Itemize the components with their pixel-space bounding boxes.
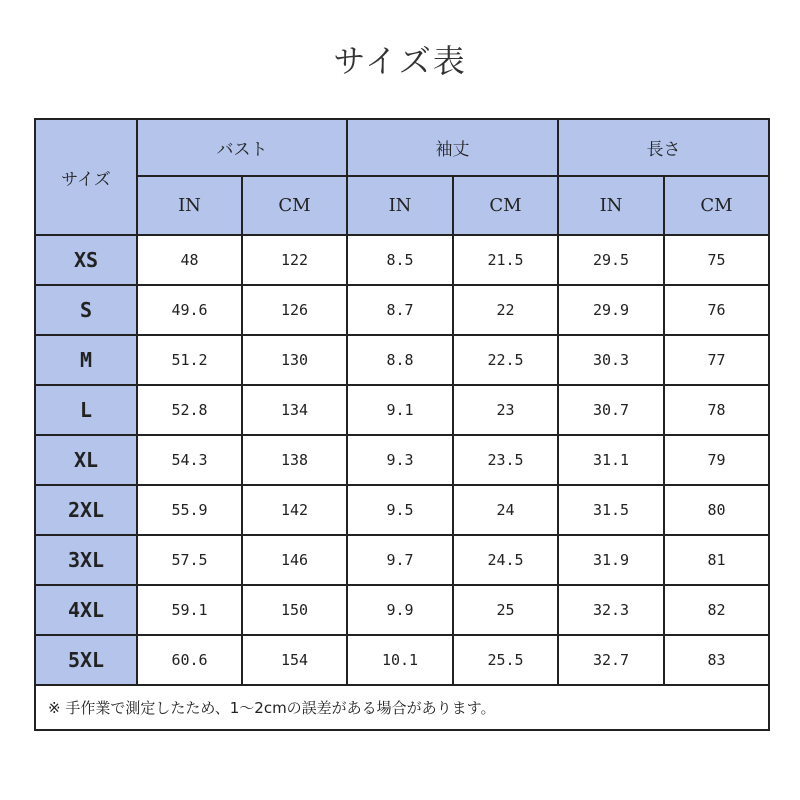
value-cell: 75 [664, 235, 769, 285]
value-cell: 24.5 [453, 535, 558, 585]
value-cell: 130 [242, 335, 347, 385]
value-cell: 134 [242, 385, 347, 435]
value-cell: 49.6 [137, 285, 242, 335]
value-cell: 55.9 [137, 485, 242, 535]
table-row [35, 635, 769, 685]
header-sleeve: 袖丈 [347, 119, 558, 176]
value-cell: 52.8 [137, 385, 242, 435]
table-row [35, 335, 769, 385]
size-table [34, 118, 770, 731]
value-cell: 8.8 [347, 335, 453, 385]
value-cell: 150 [242, 585, 347, 635]
table-row [35, 385, 769, 435]
value-cell: 122 [242, 235, 347, 285]
value-cell: 48 [137, 235, 242, 285]
value-cell: 21.5 [453, 235, 558, 285]
value-cell: 9.1 [347, 385, 453, 435]
unit-header: IN [558, 176, 664, 235]
value-cell: 25.5 [453, 635, 558, 685]
value-cell: 22.5 [453, 335, 558, 385]
value-cell: 9.9 [347, 585, 453, 635]
value-cell: 31.5 [558, 485, 664, 535]
value-cell: 78 [664, 385, 769, 435]
value-cell: 22 [453, 285, 558, 335]
value-cell: 24 [453, 485, 558, 535]
value-cell: 77 [664, 335, 769, 385]
size-cell: XS [35, 235, 137, 285]
value-cell: 10.1 [347, 635, 453, 685]
size-cell: S [35, 285, 137, 335]
value-cell: 8.5 [347, 235, 453, 285]
unit-header: IN [347, 176, 453, 235]
measurement-note: ※ 手作業で測定したため、1～2cmの誤差がある場合があります。 [35, 685, 769, 730]
value-cell: 126 [242, 285, 347, 335]
table-row [35, 535, 769, 585]
value-cell: 23.5 [453, 435, 558, 485]
table-row [35, 285, 769, 335]
value-cell: 59.1 [137, 585, 242, 635]
table-row [35, 435, 769, 485]
value-cell: 31.9 [558, 535, 664, 585]
table-row [35, 235, 769, 285]
header-length: 長さ [558, 119, 769, 176]
value-cell: 76 [664, 285, 769, 335]
value-cell: 29.5 [558, 235, 664, 285]
value-cell: 146 [242, 535, 347, 585]
value-cell: 138 [242, 435, 347, 485]
table-row [35, 585, 769, 635]
value-cell: 83 [664, 635, 769, 685]
unit-header: CM [242, 176, 347, 235]
value-cell: 30.7 [558, 385, 664, 435]
size-cell: XL [35, 435, 137, 485]
value-cell: 79 [664, 435, 769, 485]
value-cell: 32.3 [558, 585, 664, 635]
value-cell: 9.3 [347, 435, 453, 485]
unit-header: CM [453, 176, 558, 235]
value-cell: 142 [242, 485, 347, 535]
table-row [35, 485, 769, 535]
value-cell: 32.7 [558, 635, 664, 685]
value-cell: 81 [664, 535, 769, 585]
value-cell: 154 [242, 635, 347, 685]
value-cell: 9.5 [347, 485, 453, 535]
table-body [35, 235, 769, 685]
page-title: サイズ表 [333, 42, 467, 80]
value-cell: 8.7 [347, 285, 453, 335]
value-cell: 80 [664, 485, 769, 535]
size-cell: 5XL [35, 635, 137, 685]
value-cell: 9.7 [347, 535, 453, 585]
size-cell: M [35, 335, 137, 385]
value-cell: 57.5 [137, 535, 242, 585]
value-cell: 29.9 [558, 285, 664, 335]
size-cell: 3XL [35, 535, 137, 585]
size-cell: 4XL [35, 585, 137, 635]
value-cell: 23 [453, 385, 558, 435]
value-cell: 51.2 [137, 335, 242, 385]
value-cell: 60.6 [137, 635, 242, 685]
value-cell: 25 [453, 585, 558, 635]
unit-header: CM [664, 176, 769, 235]
value-cell: 31.1 [558, 435, 664, 485]
size-cell: 2XL [35, 485, 137, 535]
value-cell: 82 [664, 585, 769, 635]
size-cell: L [35, 385, 137, 435]
value-cell: 54.3 [137, 435, 242, 485]
unit-header: IN [137, 176, 242, 235]
value-cell: 30.3 [558, 335, 664, 385]
header-bust: バスト [137, 119, 347, 176]
header-size-label: サイズ [35, 119, 137, 235]
